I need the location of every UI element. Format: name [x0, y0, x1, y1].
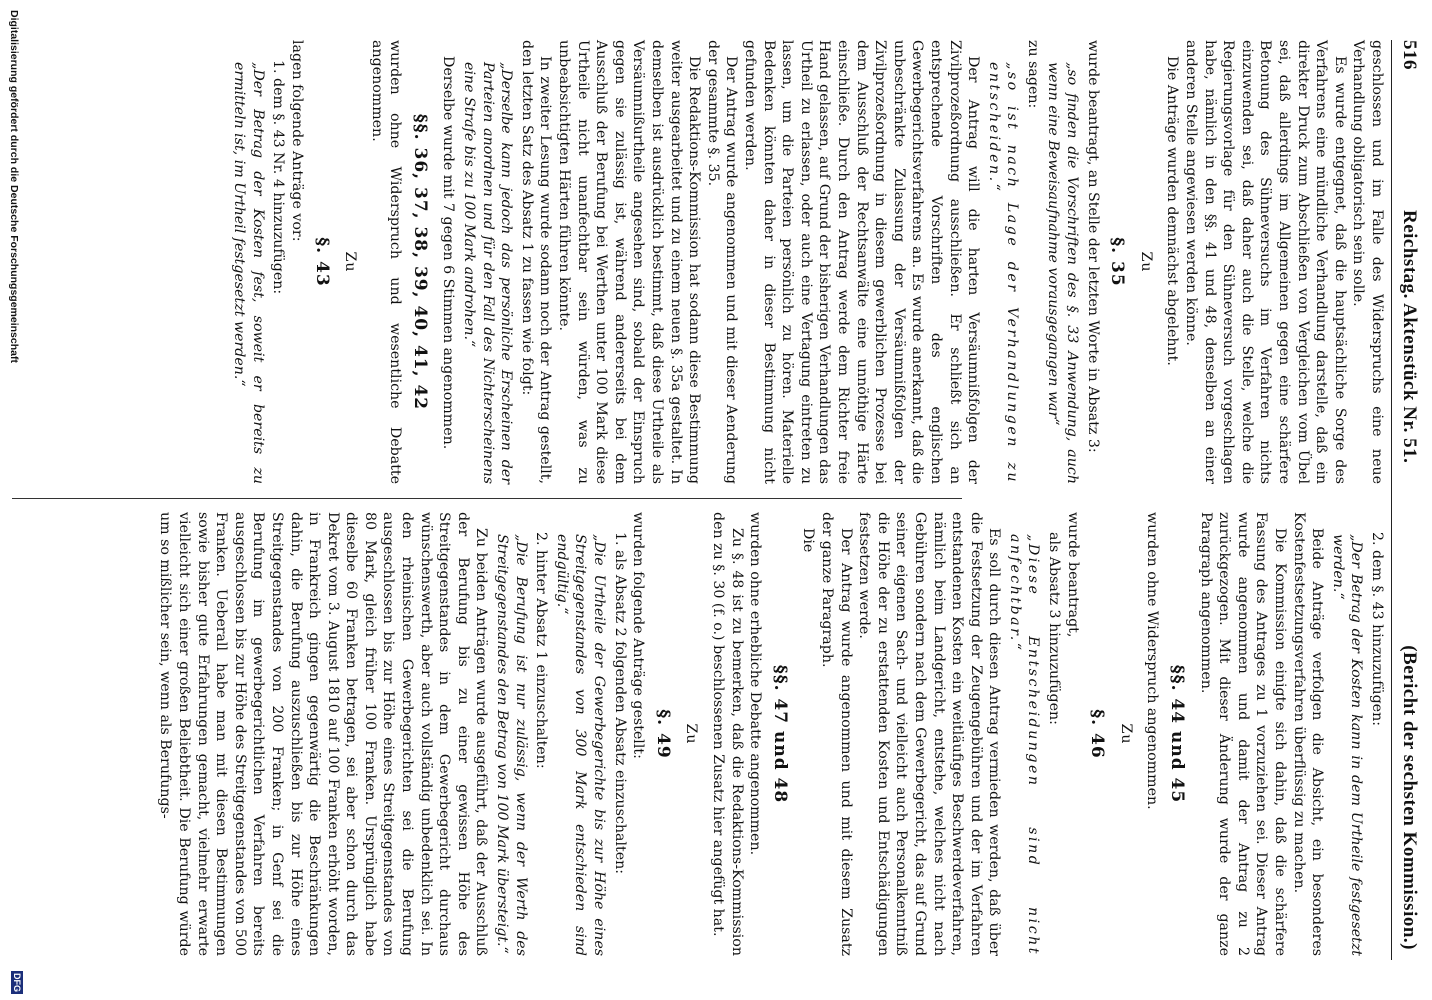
digitization-credit — [0, 6, 28, 996]
paragraph: Der Antrag wurde angenommen und mit diesem Zusatz der ganze Paragraph. — [818, 512, 854, 956]
header-rule — [1391, 40, 1392, 960]
paragraph: Es soll durch diesen Antrag vermieden werden, daß über die Festsetzung der Zeugengebühren und der im Verfahren entstandenen Kosten ein weitläufiges Beschwerdeverfahren, nämlich beim Landgericht, entstehe, welches nicht nach Gebühren sondern nach dem Gewerbegericht, das auf Grund seiner eigenen Sach- und vielleicht auch Personalkenntniß die Höhe der zu erstattenden Kosten und Entschädigungen festsetzen werde. — [856, 512, 1003, 956]
list-item: als Absatz 3 hinzuzufügen: — [1046, 532, 1063, 725]
section-intro: Zu — [342, 251, 359, 273]
section-heading: §§. 47 und 48 — [769, 664, 790, 804]
paragraph: Die Redaktions-Kommission hat sodann diese Bestimmung weiter ausgearbeitet und zu einem neuen §. 35a gestaltet. In demselben ist ausdrücklich bestimmt, daß diese Urtheile als Versäumnißurtheile angesehen sind, sobald der Einspruch gegen sie zulässig ist, während andererseits bei dem Ausschluß der Berufung bei Werthen unter 100 Mark diese Urtheile nicht unanfechtbar sein würden, was zu unbeabsichtigten Härten führen könnte. — [556, 40, 703, 484]
section-heading: §. 46 — [1087, 709, 1108, 759]
paragraph: Die Kommission einigte sich dahin, daß die schärfere Fassung des Antrages zu 1 vorzuziehen sei. Dieser Antrag wurde angenommen und damit der Antrag zu 2 zurückgezogen. Mit dieser Änderung wurde der ganze Paragraph angenommen. — [1197, 512, 1289, 956]
paragraph: Zu §. 48 ist zu bemerken, daß die Redaktions-Kommission den zu §. 30 (f. o.) beschlossenen Zusatz hier angefügt hat. — [710, 512, 745, 956]
paragraph: Die — [800, 528, 817, 553]
credit-text: Digitalisierung gefördert durch die Deutsche Forschungsgemeinschaft — [8, 10, 20, 363]
running-head — [1394, 40, 1420, 960]
paragraph: wurden ohne erhebliche Debatte angenommen. — [747, 512, 764, 856]
section-intro: Zu — [1117, 723, 1134, 745]
paragraph: Der Antrag wurde angenommen und mit dieser Aenderung der gesammte §. 35. — [704, 40, 740, 484]
list-item: 1. dem §. 43 Nr. 4 hinzuzufügen: — [270, 60, 287, 295]
paragraph: zu sagen: — [1024, 40, 1041, 109]
paragraph: Der Antrag will die harten Versäumnißfolgen der Zivilprozeßordnung ausschließen. Er schließt sich an entsprechende Vorschriften des englischen Gewerbegerichtsverfahrens an. Es wurde anerkannt, daß die unbeschränkte Zulassung der Versäumnißfolgen der Zivilprozeßordnung in diesem gewerblichen Prozesse bei dem Ausschluß der Rechtsanwälte eine unnöthige Härte einschließe. Durch den Antrag werde dem Richter freie Hand gelassen, auf Grund der bisherigen Verhandlungen das Urtheil zu erlassen, oder auch eine Vertagung eintreten zu lassen, um die Parteien persönlich zu hören. Materielle Bedenken könnten daher in dieser Bestimmung nicht gefunden werden. — [742, 40, 982, 484]
page-number: 516 — [1399, 40, 1420, 70]
paragraph: Es wurde entgegnet, daß die hauptsächliche Sorge des Verfahrens eine mündliche Verhandlung darstelle, daß ein direkter Druck zum Abschließen von Vergleichen vom Übel sei, daß allerdings im Allgemeinen gegen eine schärfere Betonung des Sühneversuchs im Verfahren nichts einzuwenden sei, daß daher auch die Stelle, welche die Regierungsvorlage für den Sühneversuch vorgeschlagen habe, nämlich in den §§. 41 und 48, denselben an einer anderen Stelle angewiesen werden könne. — [1183, 40, 1348, 484]
paragraph: wurden folgende Anträge gestellt: — [630, 512, 647, 759]
paragraph: wurde beantragt, an Stelle der letzten Worte in Absatz 3: — [1084, 40, 1101, 453]
list-item: 2. hinter Absatz 1 einzuschalten: — [533, 532, 550, 769]
quotation: „Der Betrag der Kosten kann in dem Urtheile festgesetzt werden.“ — [1329, 534, 1365, 956]
paragraph: wurden ohne Widerspruch angenommen. — [1144, 512, 1161, 810]
quotation: „so finden die Vorschriften des §. 33 Anwendung, auch wenn eine Beweisaufnahme vorausgegangen war“ — [1045, 62, 1081, 484]
dfg-logo: DFG — [12, 973, 22, 992]
section-heading: §§. 44 und 45 — [1167, 664, 1188, 804]
section-heading: §§. 36, 37, 38, 39, 40, 41, 42 — [409, 113, 430, 411]
section-intro: Zu — [1137, 251, 1154, 273]
paragraph: geschlossen und im Falle des Widerspruchs eine neue Verhandlung obligatorisch sein solle. — [1350, 40, 1385, 484]
running-title-right: (Bericht der sechsten Kommission.) — [1399, 645, 1420, 950]
quotation: „Die Urtheile der Gewerbegerichte bis zur Höhe eines Streitgegenstandes von 300 Mark entschieden sind endgültig.“ — [553, 534, 608, 956]
quotation: „Der Betrag der Kosten fest, soweit er bereits zu ermitteln ist, im Urtheil festgesetzt werden.“ — [231, 62, 266, 484]
paragraph: lagen folgende Anträge vor: — [288, 40, 305, 242]
paragraph: Zu beiden Anträgen wurde ausgeführt, daß der Ausschluß der Berufung bis zu einer gewissen Höhe des Streitgegenstandes in dem Gewerbegericht durchaus wünschenswerth, aber auch vollständig unbedenklich sei. In den rheinischen Gewerbegerichten sei die Berufung ausgeschlossen bis zur Höhe eines Streitgegenstandes von 80 Mark, gleich früher 100 Franken. Ursprünglich habe dieselbe 60 Franken betragen, sei aber schon durch das Dekret vom 3. August 1810 auf 100 Franken erhöht worden, in Frankreich gingen gegenwärtig die Beschränkungen dahin, die Berufung auszuschließen bis zur Höhe eines Streitgegenstandes von 200 Franken; in Genf sei die Berufung im gewerbegerichtlichen Verfahren bereits ausgeschlossen bis zur Höhe des Streitgegenstandes von 500 Franken. Ueberall habe man mit diesen Bestimmungen sowie bisher gute Erfahrungen gemacht, vielmehr erwarte vielleicht sich einer großen Beliebtheit. Die Berufung würde um so mißlicher sein, wenn als Berufungs- — [157, 512, 490, 957]
quotation: „Die Berufung ist nur zulässig, wenn der Werth des Streitgegenstandes den Betrag von 100 Mark übersteigt.“ — [494, 534, 529, 956]
section-heading: §. 49 — [652, 709, 673, 759]
paragraph: wurden ohne Widerspruch und wesentliche Debatte angenommen. — [368, 40, 404, 484]
list-item: 1. als Absatz 2 folgenden Absatz einzuschalten: — [611, 532, 628, 875]
running-title: Reichstag. Aktenstück Nr. 51. — [1399, 210, 1420, 464]
column-left — [228, 40, 1386, 484]
paragraph: In zweiter Lesung wurde sodann noch der Antrag gestellt, den letzten Satz des Absatz 1 zu fassen wie folgt: — [518, 40, 554, 484]
paragraph: wurde beantragt, — [1064, 512, 1081, 638]
column-right — [156, 512, 1386, 956]
column-divider — [12, 498, 962, 499]
section-heading: §. 43 — [311, 237, 332, 287]
section-intro: Zu — [683, 723, 700, 745]
paragraph: Beide Anträge verfolgen die Absicht, ein besonderes Kostenfestsetzungsverfahren überflüssig zu machen. — [1290, 512, 1326, 956]
section-heading: §. 35 — [1107, 237, 1128, 287]
quotation: „Diese Entscheidungen sind nicht anfechtbar.“ — [1006, 534, 1042, 956]
list-item: 2. dem §. 43 hinzuzufügen: — [1369, 532, 1385, 726]
paragraph: Die Anträge wurden demnächst abgelehnt. — [1164, 56, 1181, 366]
quotation: „so ist nach Lage der Verhandlungen zu entscheiden.“ — [985, 62, 1021, 484]
quotation: „Derselbe kann jedoch das persönliche Erscheinen der Parteien anordnen und für den Fall des Nichterscheinens eine Strafe bis zu 100 Mark androhen.“ — [461, 62, 515, 484]
paragraph: Derselbe wurde mit 7 gegen 6 Stimmen angenommen. — [440, 56, 457, 450]
